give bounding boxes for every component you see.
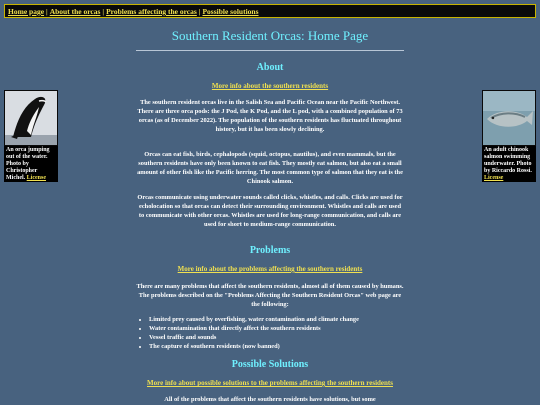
solutions-intro: All of the problems that affect the southern residents have solutions, but some [164, 396, 376, 403]
nav-separator: | [46, 7, 48, 16]
problems-more-info-link[interactable]: More info about the problems affecting the southern residents [177, 265, 363, 273]
list-item: • Limited prey caused by overfishing, water contamination and climate change [149, 315, 409, 324]
problems-heading: Problems [249, 245, 291, 256]
right-photo-license-link[interactable]: License [484, 175, 504, 181]
nav-separator: | [198, 7, 201, 16]
title-divider [136, 50, 404, 51]
nav-link-home[interactable]: Home page [8, 7, 45, 16]
nav-link-problems[interactable]: Problems affecting the orcas [106, 7, 197, 16]
list-item: • Water contamination that directly affect the southern residents [149, 324, 409, 333]
about-more-link-wrap [0, 82, 540, 90]
solutions-more-link-wrap [0, 379, 540, 387]
about-paragraph-1: The southern resident orcas live in the Salish Sea and Pacific Ocean near the Pacific Northwest. There are three orca pods: the J Pod, the K Pod, and the L pod, with a combined population of 73 orcas (as of December 2022). The population of the southern residents has fluctuated throughout history, but it has been slowly declining. [137, 99, 403, 133]
right-photo-caption: An adult chinook salmon swimming underwater. Photo by Riccardo Rossi. License [482, 146, 536, 182]
about-paragraph-3: Orcas communicate using underwater sounds called clicks, whistles, and calls. Clicks are used for echolocation so that orcas can detect their surrounding environment. Whistles and calls are used to communicate with other orcas. Whistles are used for long-range communication, and calls are used for short to medium-range communication. [137, 194, 403, 228]
left-photo-license-link[interactable]: License [26, 175, 47, 181]
salmon-photo [482, 90, 536, 146]
list-item: • Vessel traffic and sounds [149, 333, 409, 342]
left-photo-figure [4, 90, 58, 182]
page-title: Southern Resident Orcas: Home Page [171, 28, 369, 43]
top-navigation-bar [4, 4, 536, 18]
solutions-more-info-link[interactable]: More info about possible solutions to the problems affecting the southern residents [147, 379, 393, 387]
right-photo-figure [482, 90, 536, 182]
nav-link-solutions[interactable]: Possible solutions [202, 7, 259, 16]
about-heading: About [256, 62, 284, 73]
left-photo-caption: An orca jumping out of the water. Photo by Christopher Michel. License [4, 146, 58, 182]
about-paragraph-2: Orcas can eat fish, birds, cephalopods (squid, octopus, nautilus), and even mammals, but the southern residents have only been known to eat fish. They mostly eat salmon, but also eat a small amount of other fish like the Pacific herring. The most common type of salmon that they eat is the Chinook salmon. [137, 151, 403, 185]
nav-link-about[interactable]: About the orcas [49, 7, 101, 16]
list-item: • The capture of southern residents (now banned) [149, 342, 409, 351]
solutions-heading: Possible Solutions [231, 359, 309, 370]
problems-list [140, 315, 409, 351]
nav-separator: | [102, 7, 105, 16]
problems-more-link-wrap [0, 265, 540, 273]
orca-photo [4, 90, 58, 146]
about-more-info-link[interactable]: More info about the southern residents [211, 82, 329, 90]
problems-intro: There are many problems that affect the southern residents, almost all of them caused by humans. The problems described on the "Problems Affecting the Southern Resident Orcas" web page are the following: [136, 283, 404, 308]
